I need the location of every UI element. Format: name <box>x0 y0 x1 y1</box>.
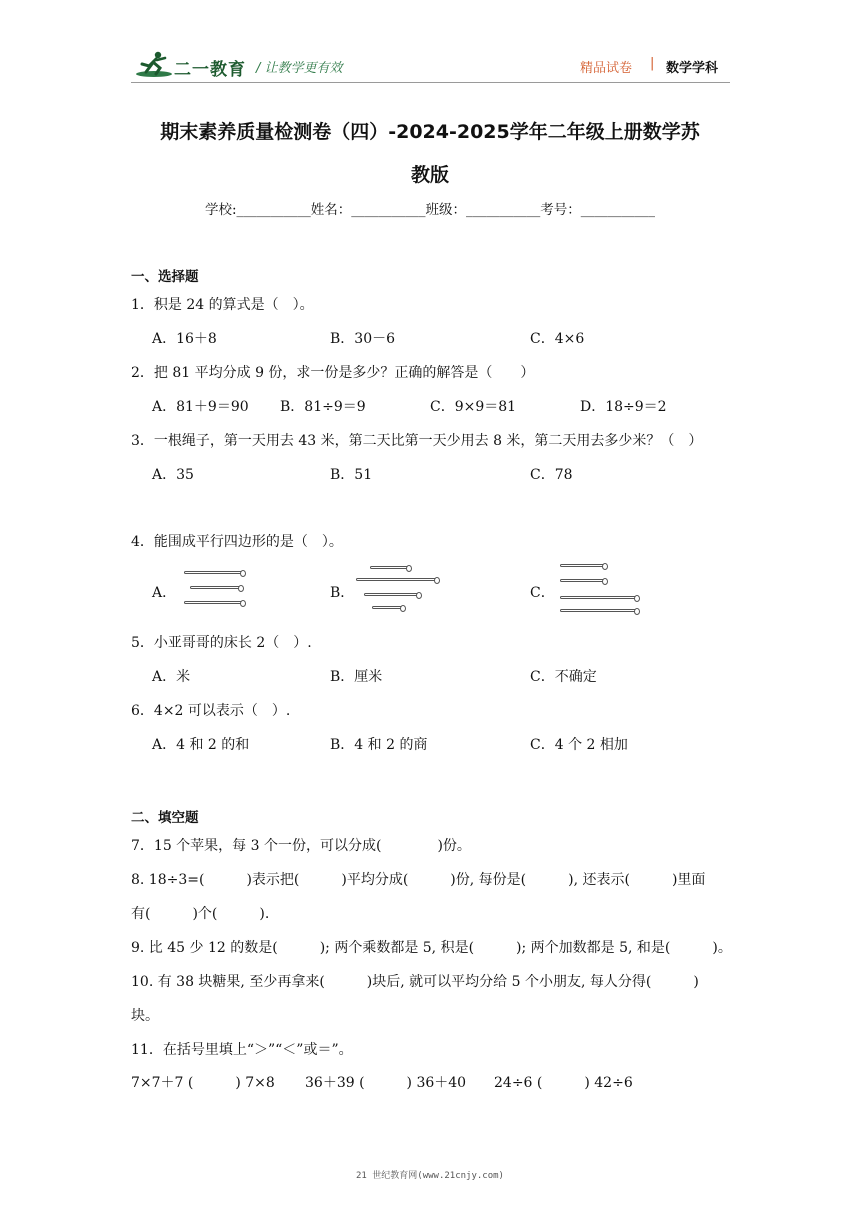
page-title: 期末素养质量检测卷（四）-2024-2025学年二年级上册数学苏 <box>160 121 700 143</box>
header-label-premium: 精品试卷 <box>580 61 633 76</box>
header-label-subject: 数学学科 <box>666 61 719 76</box>
stick-image <box>356 578 438 581</box>
page-title-line2: 教版 <box>410 164 449 186</box>
q2-option-b: B．81÷9＝9 <box>280 399 366 415</box>
question-7: 7．15 个苹果，每 3 个一份，可以分成( )份。 <box>131 838 471 854</box>
question-4: 4．能围成平行四边形的是（ ）。 <box>131 534 343 550</box>
stick-image <box>560 596 638 599</box>
stick-image <box>190 586 242 589</box>
q4-option-a: A． <box>152 585 177 601</box>
q11-item: 7×7＋7 ( ) 7×8 <box>131 1075 275 1091</box>
q5-option-c: C．不确定 <box>530 669 597 685</box>
q3-option-b: B．51 <box>330 467 373 483</box>
header-rule <box>131 82 730 83</box>
stick-image <box>184 571 244 574</box>
stick-image <box>364 593 420 596</box>
stick-image <box>370 566 410 569</box>
question-6: 6．4×2 可以表示（ ）. <box>131 703 291 719</box>
question-8: 8. 18÷3=( )表示把( )平均分成( )份, 每份是( ), 还表示( )里面 <box>131 872 706 888</box>
question-10-line2: 块。 <box>131 1008 159 1024</box>
question-5: 5．小亚哥哥的床长 2（ ）. <box>131 635 312 651</box>
q5-option-a: A．米 <box>152 669 191 685</box>
q3-option-c: C．78 <box>530 467 573 483</box>
q2-option-a: A．81＋9＝90 <box>152 399 249 415</box>
stick-image <box>560 579 606 582</box>
logo-text: 二一教育 <box>174 60 246 80</box>
stick-image <box>372 606 404 609</box>
header-divider: | <box>650 56 655 71</box>
q1-option-c: C．4×6 <box>530 331 585 347</box>
q2-option-d: D．18÷9＝2 <box>580 399 667 415</box>
q6-option-a: A．4 和 2 的和 <box>152 737 250 753</box>
q6-option-b: B．4 和 2 的商 <box>330 737 428 753</box>
stick-image <box>560 564 606 567</box>
q3-option-a: A．35 <box>152 467 194 483</box>
q11-item: 24÷6 ( ) 42÷6 <box>494 1075 633 1091</box>
question-11: 11．在括号里填上“＞”“＜”或＝”。 <box>131 1042 353 1058</box>
section-heading-fill: 二、填空题 <box>131 810 199 826</box>
q4-option-c: C． <box>530 585 555 601</box>
question-3: 3．一根绳子，第一天用去 43 米，第二天比第一天少用去 8 米，第二天用去多少米？（ ） <box>131 433 703 449</box>
stick-image <box>184 601 244 604</box>
runner-logo-icon <box>134 50 174 78</box>
q11-item: 36＋39 ( ) 36＋40 <box>305 1075 467 1091</box>
student-info-line: 学校:___________姓名：___________班级：___________考号：___________ <box>204 202 656 218</box>
section-heading-choice: 一、选择题 <box>131 269 199 285</box>
slogan: / 让教学更有效 <box>256 61 343 76</box>
q1-option-a: A．16＋8 <box>152 331 217 347</box>
stick-image <box>560 609 638 612</box>
question-1: 1．积是 24 的算式是（ ）。 <box>131 297 314 313</box>
question-8-line2: 有( )个( ). <box>131 906 270 922</box>
q1-option-b: B．30－6 <box>330 331 396 347</box>
question-10: 10. 有 38 块糖果, 至少再拿来( )块后, 就可以平均分给 5 个小朋友, 每人分得( ) <box>131 974 699 990</box>
page-footer: 21 世纪教育网(www.21cnjy.com) <box>356 1171 504 1181</box>
q4-option-b: B． <box>330 585 355 601</box>
question-9: 9. 比 45 少 12 的数是( ); 两个乘数都是 5, 积是( ); 两个加数都是 5, 和是( )。 <box>131 940 732 956</box>
q5-option-b: B．厘米 <box>330 669 383 685</box>
question-2: 2．把 81 平均分成 9 份，求一份是多少？正确的解答是（ ） <box>131 365 535 381</box>
q6-option-c: C．4 个 2 相加 <box>530 737 628 753</box>
q2-option-c: C．9×9＝81 <box>430 399 517 415</box>
